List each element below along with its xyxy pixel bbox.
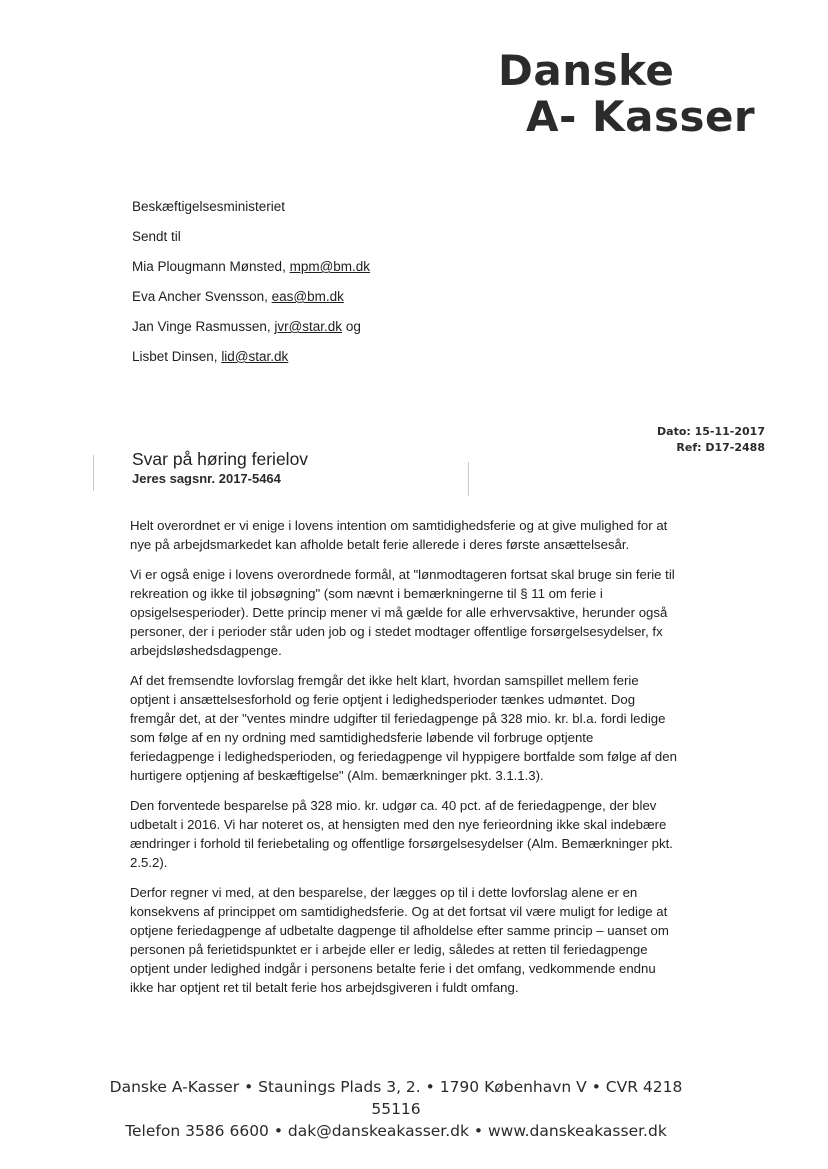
- body-paragraph: Derfor regner vi med, at den besparelse, der lægges op til i dette lovforslag alene er en konsekvens af princippet om samtidighedsferie. Og at det fortsat vil være muligt for ledige at optjene feriedagpenge af udbetalte dagpenge til afholdelse efter samme princip – uanset om personen på ferietidspunktet er i arbejde eller er ledig, således at retten til feriedagpenge optjent under ledighed indgår i personens betalte ferie i det omfang, vedkommende endnu ikke har optjent ret til betalt ferie hos arbejdsgiveren i fuldt omfang.: [130, 885, 669, 995]
- body-paragraph: Helt overordnet er vi enige i lovens intention om samtidighedsferie og at give mulighed for at nye på arbejdsmarkedet kan afholde betalt ferie allerede i deres første ansættelsesår.: [130, 518, 668, 552]
- recipient-line: [132, 256, 370, 286]
- recipient-email-link[interactable]: lid@star.dk: [221, 349, 289, 364]
- letter-date: Dato: 15-11-2017: [657, 425, 765, 438]
- recipient-email-link[interactable]: jvr@star.dk: [274, 319, 343, 334]
- logo-line-2: A- Kasser: [526, 92, 756, 141]
- recipient-sent-to: [132, 226, 370, 256]
- danske-a-kasser-logo: [498, 48, 798, 140]
- recipient-name: Eva Ancher Svensson,: [132, 289, 272, 304]
- case-number: Jeres sagsnr. 2017-5464: [132, 471, 281, 486]
- body-paragraph: Vi er også enige i lovens overordnede formål, at "lønmodtageren fortsat skal bruge sin ferie til rekreation og ikke til jobsøgning" (som nævnt i bemærkningerne til § 11 om ferie i opsigelsesperioder). Dette princip mener vi må gælde for alle erhvervsaktive, herunder også personer, der i perioder står uden job og i stedet modtager offentlige forsørgelsesydelser, fx arbejdsløshedsdagpenge.: [130, 567, 675, 658]
- recipient-name: Jan Vinge Rasmussen,: [132, 319, 275, 334]
- recipient-email-link[interactable]: mpm@bm.dk: [289, 259, 371, 274]
- recipient-name: Lisbet Dinsen,: [132, 349, 222, 364]
- letter-reference: Ref: D17-2488: [676, 441, 765, 454]
- letter-footer: [100, 1076, 692, 1142]
- recipient-line: [132, 286, 370, 316]
- sent-to-label: Sendt til: [132, 229, 181, 244]
- body-paragraph: Den forventede besparelse på 328 mio. kr. udgør ca. 40 pct. af de feriedagpenge, der blev udbetalt i 2016. Vi har noteret os, at hensigten med den nye ferieordning ikke skal indebære ændringer i forhold til feriebetaling og offentlige forsørgelsesydelser (Alm. Bemærkninger pkt. 2.5.2).: [130, 798, 673, 870]
- footer-contact-line: Telefon 3586 6600 • dak@danskeakasser.dk • www.danskeakasser.dk: [125, 1122, 667, 1140]
- body-paragraph: Af det fremsendte lovforslag fremgår det ikke helt klart, hvordan samspillet mellem ferie optjent i ansættelsesforhold og ferie optjent i ledighedsperioder tænkes udmøntet. Dog fremgår det, at der "ventes mindre udgifter til feriedagpenge på 328 mio. kr. bl.a. fordi ledige som følge af en ny ordning med samtidighedsferie løbende vil forbruge optjente feriedagpenge i ledighedsperioden, og feriedagpenge vil hyppigere bortfalde som følge af den hurtigere optjening af beskæftigelse" (Alm. bemærkninger pkt. 3.1.1.3).: [130, 673, 677, 783]
- recipient-ministry: [132, 196, 370, 226]
- letter-subject: Svar på høring ferielov: [132, 449, 309, 469]
- recipient-suffix: og: [342, 319, 361, 334]
- recipient-block: [132, 196, 370, 376]
- recipient-line: [132, 346, 370, 376]
- letter-body: [130, 516, 678, 1008]
- logo-line-1: Danske: [498, 46, 675, 95]
- subject-block: [132, 448, 308, 488]
- recipient-email-link[interactable]: eas@bm.dk: [271, 289, 344, 304]
- recipient-name: Mia Plougmann Mønsted,: [132, 259, 290, 274]
- margin-rule: [93, 455, 94, 491]
- recipient-line: [132, 316, 370, 346]
- margin-rule: [468, 462, 469, 496]
- date-reference-block: [600, 424, 765, 456]
- recipient-ministry-name: Beskæftigelsesministeriet: [132, 199, 286, 214]
- footer-address-line: Danske A-Kasser • Staunings Plads 3, 2. • 1790 København V • CVR 4218 55116: [109, 1078, 683, 1118]
